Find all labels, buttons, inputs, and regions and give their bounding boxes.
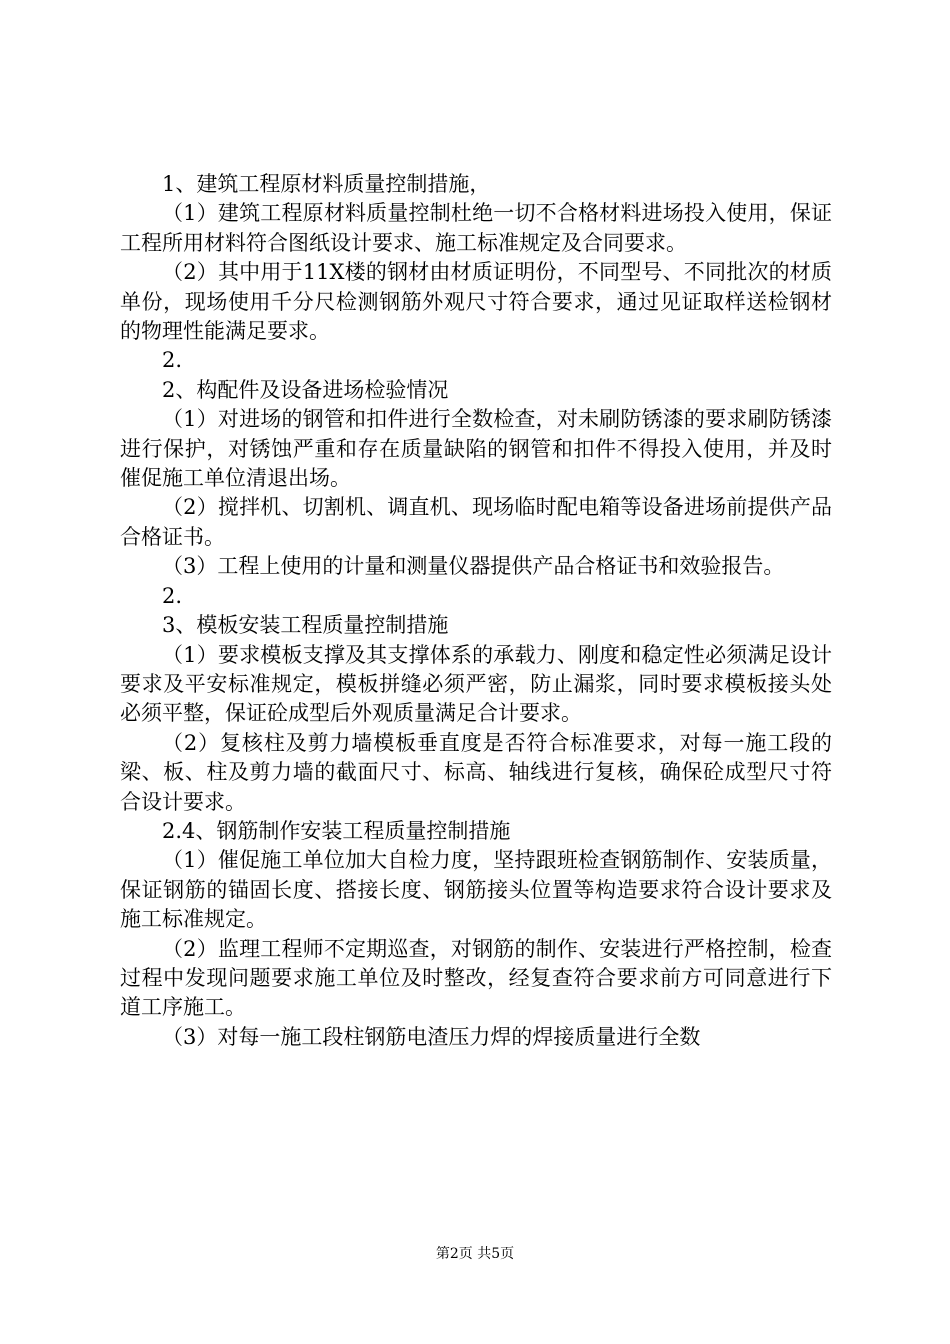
paragraph-12: （2）复核柱及剪力墙模板垂直度是否符合标准要求，对每一施工段的梁、板、柱及剪力墙的截面尺寸、标高、轴线进行复核，确保砼成型尺寸符合设计要求。 [120,730,832,814]
paragraph-2: （1）建筑工程原材料质量控制杜绝一切不合格材料进场投入使用，保证工程所用材料符合图纸设计要求、施工标准规定及合同要求。 [120,201,832,255]
paragraph-5: 2、构配件及设备进场检验情况 [162,377,449,402]
paragraph-8: （3）工程上使用的计量和测量仪器提供产品合格证书和效验报告。 [162,554,785,579]
paragraph-9: 2. [162,583,183,608]
paragraph-11: （1）要求模板支撑及其支撑体系的承载力、刚度和稳定性必须满足设计要求及平安标准规定，模板拼缝必须严密，防止漏浆，同时要求模板接头处必须平整，保证砼成型后外观质量满足合计要求。 [120,642,832,726]
paragraph-14: （1）催促施工单位加大自检力度，坚持跟班检查钢筋制作、安装质量，保证钢筋的锚固长度、搭接长度、钢筋接头位置等构造要求符合设计要求及施工标准规定。 [120,848,832,932]
paragraph-4: 2. [162,348,183,373]
paragraph-15: （2）监理工程师不定期巡查，对钢筋的制作、安装进行严格控制，检查过程中发现问题要求施工单位及时整改，经复查符合要求前方可同意进行下道工序施工。 [120,936,832,1020]
paragraph-6: （1）对进场的钢管和扣件进行全数检查，对未刷防锈漆的要求刷防锈漆进行保护，对锈蚀严重和存在质量缺陷的钢管和扣件不得投入使用，并及时催促施工单位清退出场。 [120,407,832,491]
paragraph-16: （3）对每一施工段柱钢筋电渣压力焊的焊接质量进行全数 [162,1024,701,1049]
paragraph-1: 1、建筑工程原材料质量控制措施， [162,172,491,196]
paragraph-3: （2）其中用于11X楼的钢材由材质证明份，不同型号、不同批次的材质单份，现场使用千分尺检测钢筋外观尺寸符合要求，通过见证取样送检钢材的物理性能满足要求。 [120,260,832,344]
paragraph-13: 2.4、钢筋制作安装工程质量控制措施 [162,818,511,843]
paragraph-7: （2）搅拌机、切割机、调直机、现场临时配电箱等设备进场前提供产品合格证书。 [120,495,832,549]
page-footer: 第2页 共5页 [435,1246,515,1262]
document-body [120,170,832,1052]
paragraph-10: 3、模板安装工程质量控制措施 [162,613,449,638]
